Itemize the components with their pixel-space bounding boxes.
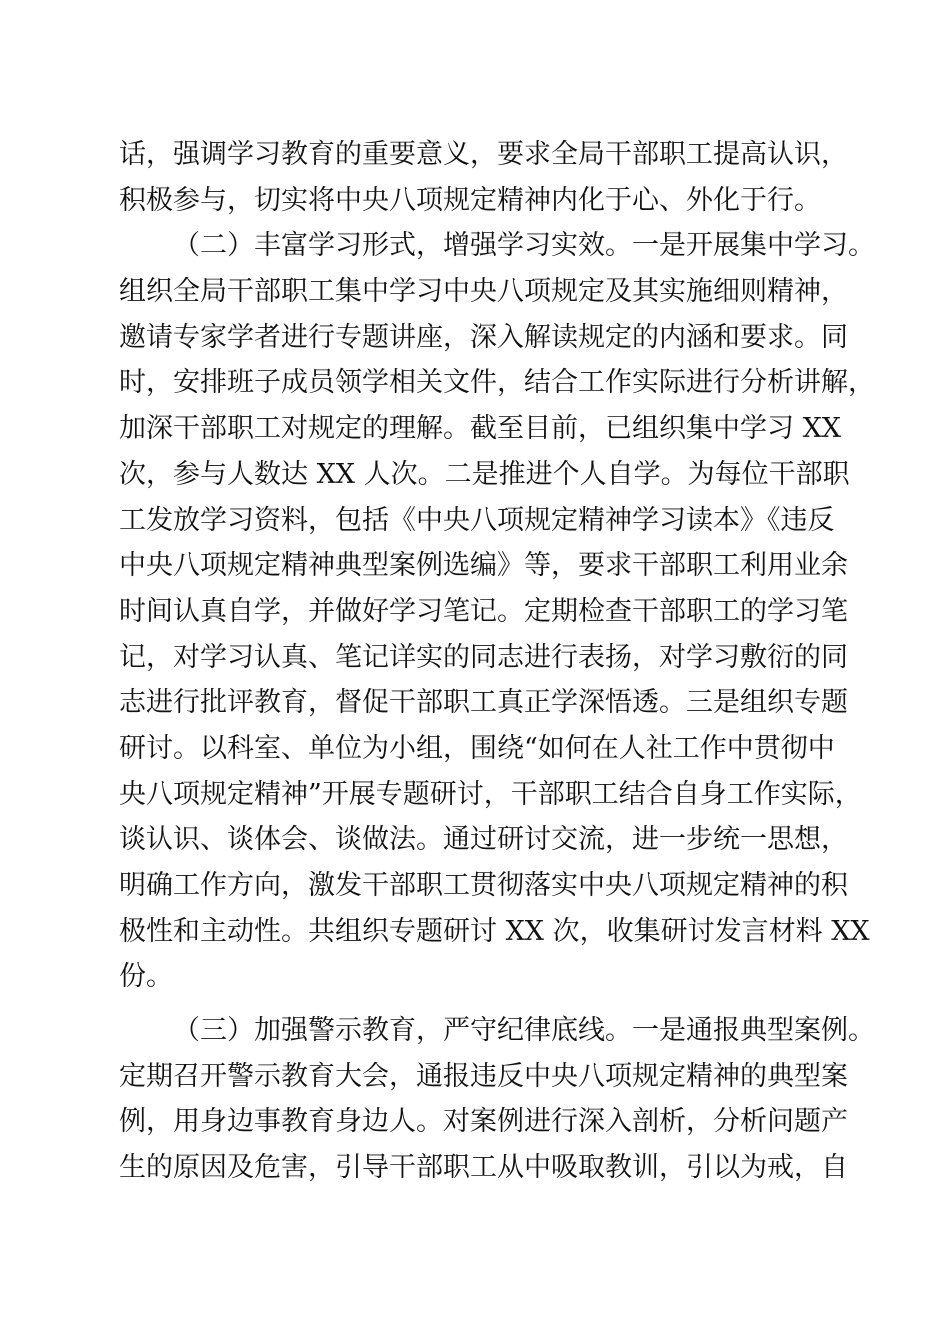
text-line: 极性和主动性。共组织专题研讨 XX 次，收集研讨发言材料 XX bbox=[119, 915, 870, 947]
text-line: 例，用身边事教育身边人。对案例进行深入剖析，分析问题产 bbox=[119, 1106, 848, 1138]
document-body bbox=[119, 132, 875, 1191]
text-line: 工发放学习资料，包括《中央八项规定精神学习读本》《违反 bbox=[119, 504, 835, 536]
text-line: 积极参与，切实将中央八项规定精神内化于心、外化于行。 bbox=[119, 184, 821, 216]
text-line: 明确工作方向，激发干部职工贯彻落实中央八项规定精神的积 bbox=[119, 870, 848, 901]
text-line: 志进行批评教育，督促干部职工真正学深悟透。三是组织专题 bbox=[119, 687, 848, 719]
text-line: 谈认识、谈体会、谈做法。通过研讨交流，进一步统一思想， bbox=[119, 824, 848, 856]
section-heading-line: （二）丰富学习形式，增强学习实效。一是开展集中学习。 bbox=[173, 230, 875, 262]
text-line: 次，参与人数达 XX 人次。二是推进个人自学。为每位干部职 bbox=[119, 458, 850, 490]
text-line: 中央八项规定精神典型案例选编》等，要求干部职工利用业余 bbox=[119, 550, 848, 582]
text-line: 央八项规定精神”开展专题研讨，干部职工结合自身工作实际， bbox=[119, 778, 862, 810]
text-line: 记，对学习认真、笔记详实的同志进行表扬，对学习敷衍的同 bbox=[119, 641, 848, 673]
text-line: 时，安排班子成员领学相关文件，结合工作实际进行分析讲解， bbox=[119, 367, 875, 399]
text-line: 时间认真自学，并做好学习笔记。定期检查干部职工的学习笔 bbox=[119, 595, 848, 627]
text-line: 研讨。以科室、单位为小组，围绕“如何在人社工作中贯彻中 bbox=[119, 732, 835, 764]
text-line: 加深干部职工对规定的理解。截至目前，已组织集中学习 XX bbox=[119, 413, 842, 445]
text-line: 生的原因及危害，引导干部职工从中吸取教训，引以为戒，自 bbox=[119, 1152, 848, 1184]
text-line: 组织全局干部职工集中学习中央八项规定及其实施细则精神， bbox=[119, 276, 848, 308]
text-line: 邀请专家学者进行专题讲座，深入解读规定的内涵和要求。同 bbox=[119, 321, 848, 353]
section-heading-line: （三）加强警示教育，严守纪律底线。一是通报典型案例。 bbox=[173, 1015, 875, 1047]
text-line: 话，强调学习教育的重要意义，要求全局干部职工提高认识， bbox=[119, 139, 848, 170]
text-line: 定期召开警示教育大会，通报违反中央八项规定精神的典型案 bbox=[119, 1060, 848, 1092]
text-line: 份。 bbox=[119, 961, 173, 993]
